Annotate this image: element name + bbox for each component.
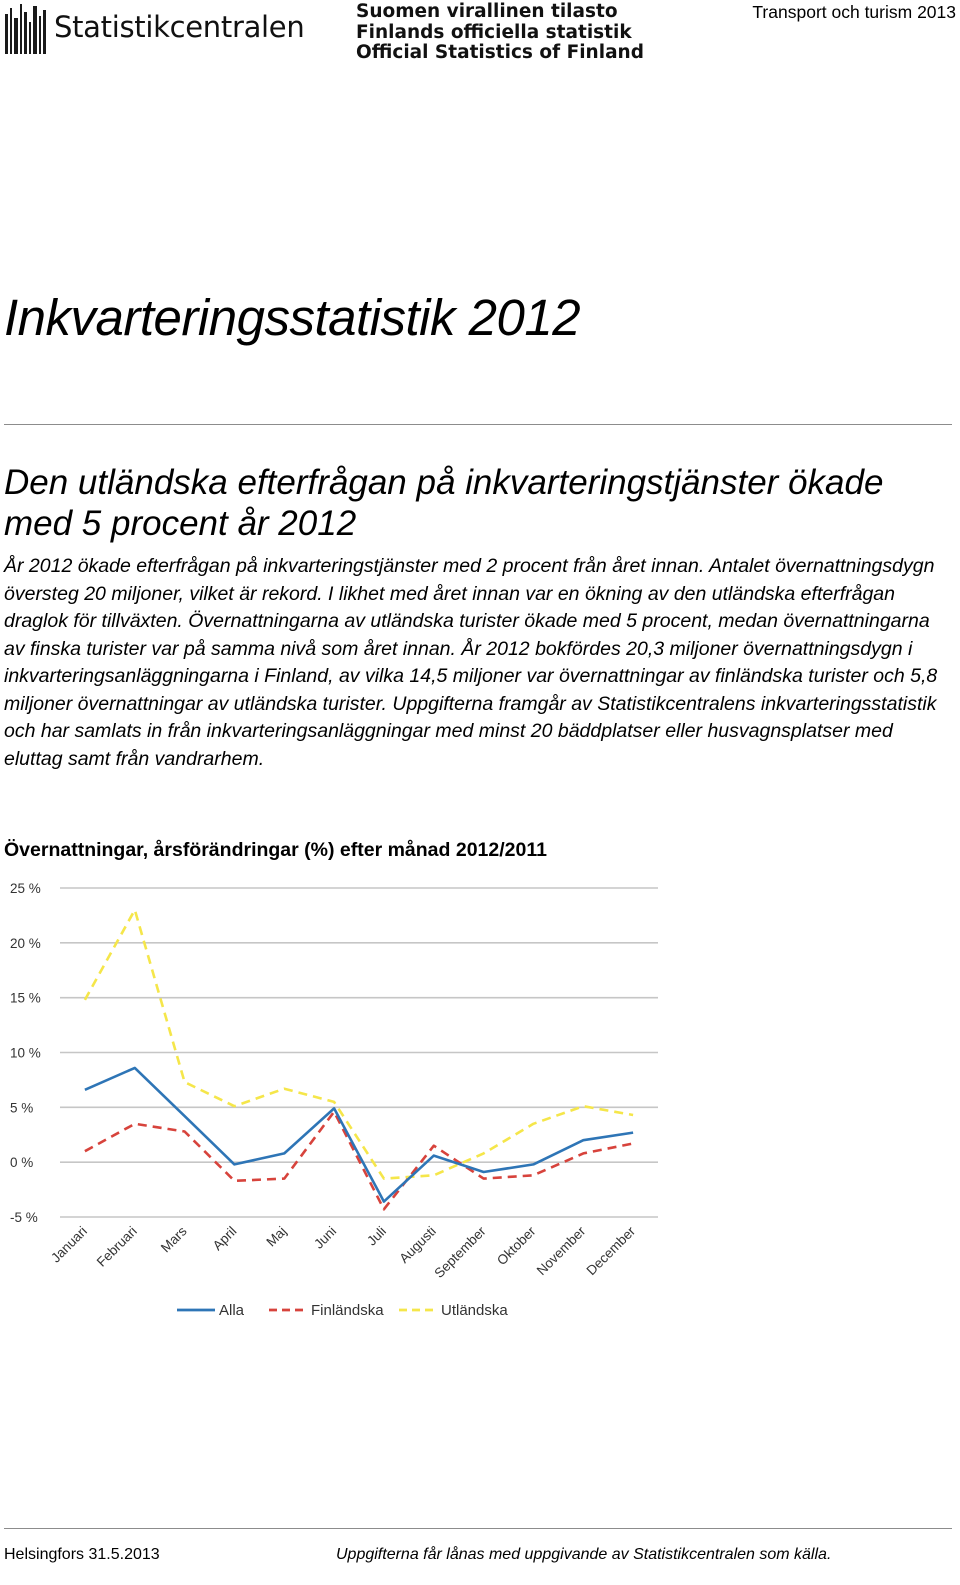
logo-text: Statistikcentralen — [54, 10, 305, 44]
series-line-alla — [85, 1068, 633, 1202]
headline: Den utländska efterfrågan på inkvarteringstjänster ökade med 5 procent år 2012 — [4, 463, 884, 543]
official-line-sv: Finlands officiella statistik — [356, 21, 632, 43]
x-tick-label: Juli — [364, 1223, 390, 1249]
official-statistics-label — [356, 2, 644, 64]
y-tick-label: 15 % — [10, 990, 41, 1006]
line-chart — [0, 870, 680, 1330]
footer-source-note: Uppgifterna får lånas med uppgivande av Statistikcentralen som källa. — [336, 1546, 832, 1563]
y-tick-label: 20 % — [10, 935, 41, 951]
chart-title: Övernattningar, årsförändringar (%) efter månad 2012/2011 — [4, 839, 547, 861]
x-tick-label: December — [583, 1223, 639, 1279]
y-tick-label: -5 % — [10, 1210, 38, 1225]
series-line-utländska — [85, 910, 633, 1179]
official-line-fi: Suomen virallinen tilasto — [356, 1, 618, 22]
y-tick-label: 25 % — [10, 881, 41, 896]
statistikcentralen-logo — [4, 2, 305, 56]
y-tick-label: 10 % — [10, 1045, 41, 1061]
y-tick-label: 0 % — [10, 1155, 34, 1171]
official-line-en: Official Statistics of Finland — [356, 42, 644, 63]
x-tick-label: April — [209, 1223, 240, 1254]
x-tick-label: Augusti — [396, 1223, 439, 1266]
x-tick-label: September — [431, 1223, 489, 1281]
legend-label: Alla — [219, 1302, 245, 1319]
lead-paragraph: År 2012 ökade efterfrågan på inkvarteringstjänster med 2 procent från året innan. Antalet övernattningsdygn översteg 20 miljoner, vilket är rekord. I likhet med året innan var en ökning av den utländska efterfrågan draglok för tillväxten. Övernattningarna av utländska turister ökade med 5 procent, medan övernattningarna av finska turister var på samma nivå som året innan. År 2012 bokfördes 20,3 miljoner övernattningsdygn i inkvarteringsanläggningarna i Finland, av vilka 14,5 miljoner var övernattningar av finländska turister och 5,8 miljoner övernattningar av utländska turister. Uppgifterna framgår av Statistikcentralens inkvarteringsstatistik och har samlats in från inkvarteringsanläggningar med minst 20 bäddplatser eller husvagnsplatser med eluttag samt från vandrarhem. — [4, 555, 938, 770]
footer-place-date: Helsingfors 31.5.2013 — [4, 1546, 160, 1563]
publication-series: Transport och turism 2013 — [752, 2, 956, 22]
barcode-logo-icon — [4, 4, 48, 56]
y-tick-label: 5 % — [10, 1100, 34, 1116]
title-divider — [4, 424, 952, 425]
footer-divider — [4, 1528, 952, 1529]
x-tick-label: Oktober — [493, 1223, 539, 1269]
legend-label: Finländska — [311, 1302, 384, 1319]
x-tick-label: Januari — [48, 1223, 91, 1266]
x-tick-label: Februari — [93, 1223, 140, 1270]
x-tick-label: Mars — [157, 1223, 190, 1256]
series-line-finländska — [85, 1112, 633, 1210]
x-tick-label: Maj — [263, 1223, 290, 1250]
x-tick-label: Juni — [311, 1223, 340, 1252]
page-title: Inkvarteringsstatistik 2012 — [4, 289, 581, 346]
legend-label: Utländska — [441, 1302, 508, 1319]
x-tick-label: November — [533, 1223, 589, 1279]
